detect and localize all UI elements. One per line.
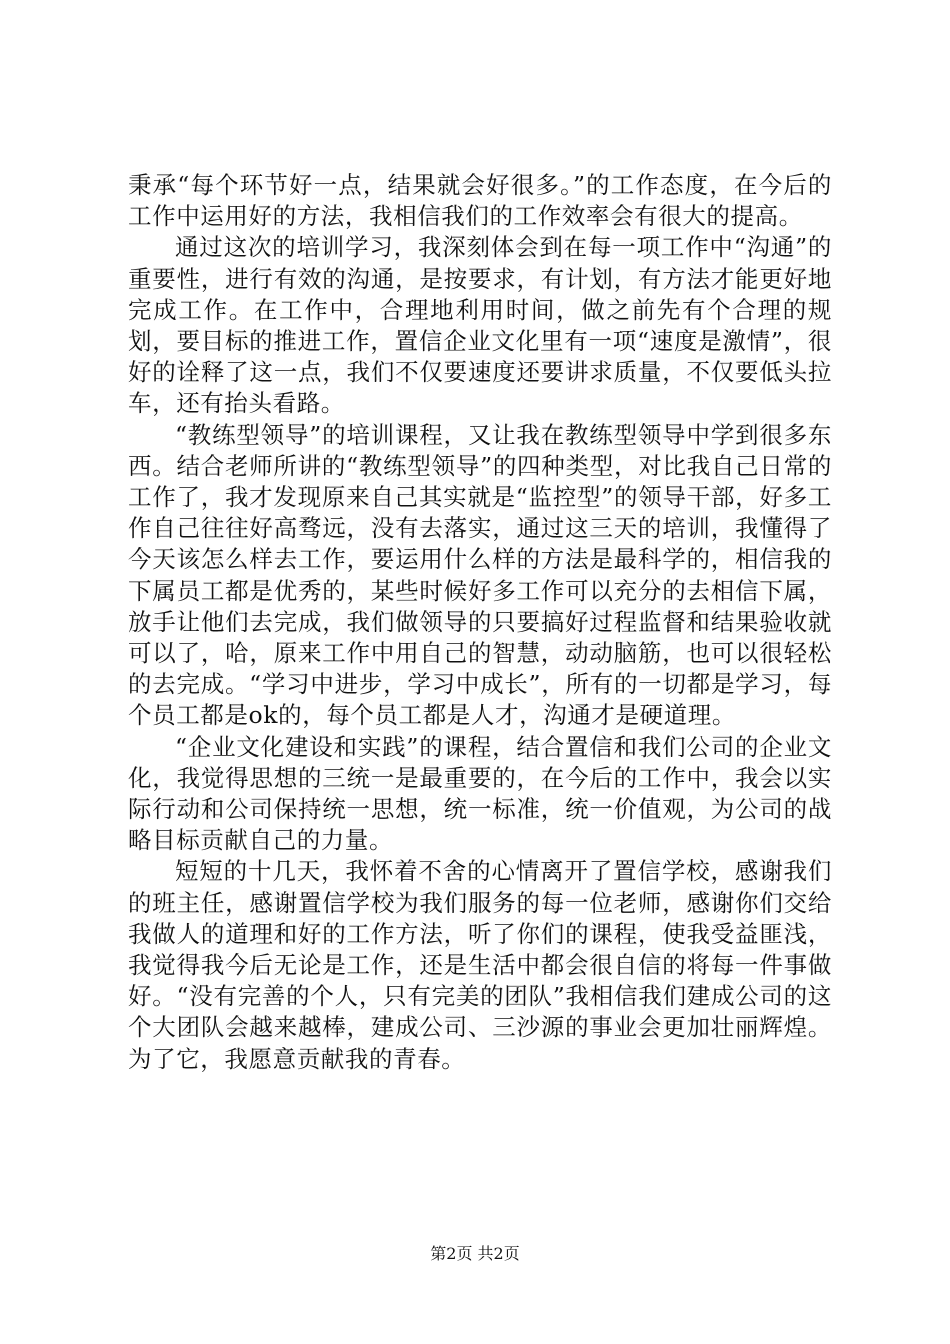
document-body (128, 170, 832, 1075)
paragraph-1: 秉承“每个环节好一点，结果就会好很多。”的工作态度，在今后的工作中运用好的方法，我相信我们的工作效率会有很大的提高。 (128, 171, 832, 231)
paragraph-5: 短短的十几天，我怀着不舍的心情离开了置信学校，感谢我们的班主任，感谢置信学校为我们服务的每一位老师，感谢你们交给我做人的道理和好的工作方法，听了你们的课程，使我受益匪浅，我觉得我今后无论是工作，还是生活中都会很自信的将每一件事做好。“没有完善的个人，只有完美的团队”我相信我们建成公司的这个大团队会越来越棒，建成公司、三沙源的事业会更加壮丽辉煌。为了它，我愿意贡献我的青春。 (128, 857, 832, 1073)
paragraph-2: 通过这次的培训学习，我深刻体会到在每一项工作中“沟通”的重要性，进行有效的沟通，是按要求，有计划，有方法才能更好地完成工作。在工作中，合理地利用时间，做之前先有个合理的规划，要目标的推进工作，置信企业文化里有一项“速度是激情”，很好的诠释了这一点，我们不仅要速度还要讲求质量，不仅要低头拉车，还有抬头看路。 (128, 233, 832, 418)
page-number-footer: 第2页 共2页 (430, 1244, 520, 1263)
paragraph-3: “教练型领导”的培训课程，又让我在教练型领导中学到很多东西。结合老师所讲的“教练型领导”的四种类型，对比我自己日常的工作了，我才发现原来自己其实就是“监控型”的领导干部，好多工作自己往往好高骛远，没有去落实，通过这三天的培训，我懂得了今天该怎么样去工作，要运用什么样的方法是最科学的，相信我的下属员工都是优秀的，某些时候好多工作可以充分的去相信下属，放手让他们去完成，我们做领导的只要搞好过程监督和结果验收就可以了，哈，原来工作中用自己的智慧，动动脑筋，也可以很轻松的去完成。“学习中进步，学习中成长”，所有的一切都是学习，每个员工都是ok的，每个员工都是人才，沟通才是硬道理。 (128, 420, 832, 730)
paragraph-4: “企业文化建设和实践”的课程，结合置信和我们公司的企业文化，我觉得思想的三统一是最重要的，在今后的工作中，我会以实际行动和公司保持统一思想，统一标准，统一价值观，为公司的战略目标贡献自己的力量。 (128, 732, 832, 855)
